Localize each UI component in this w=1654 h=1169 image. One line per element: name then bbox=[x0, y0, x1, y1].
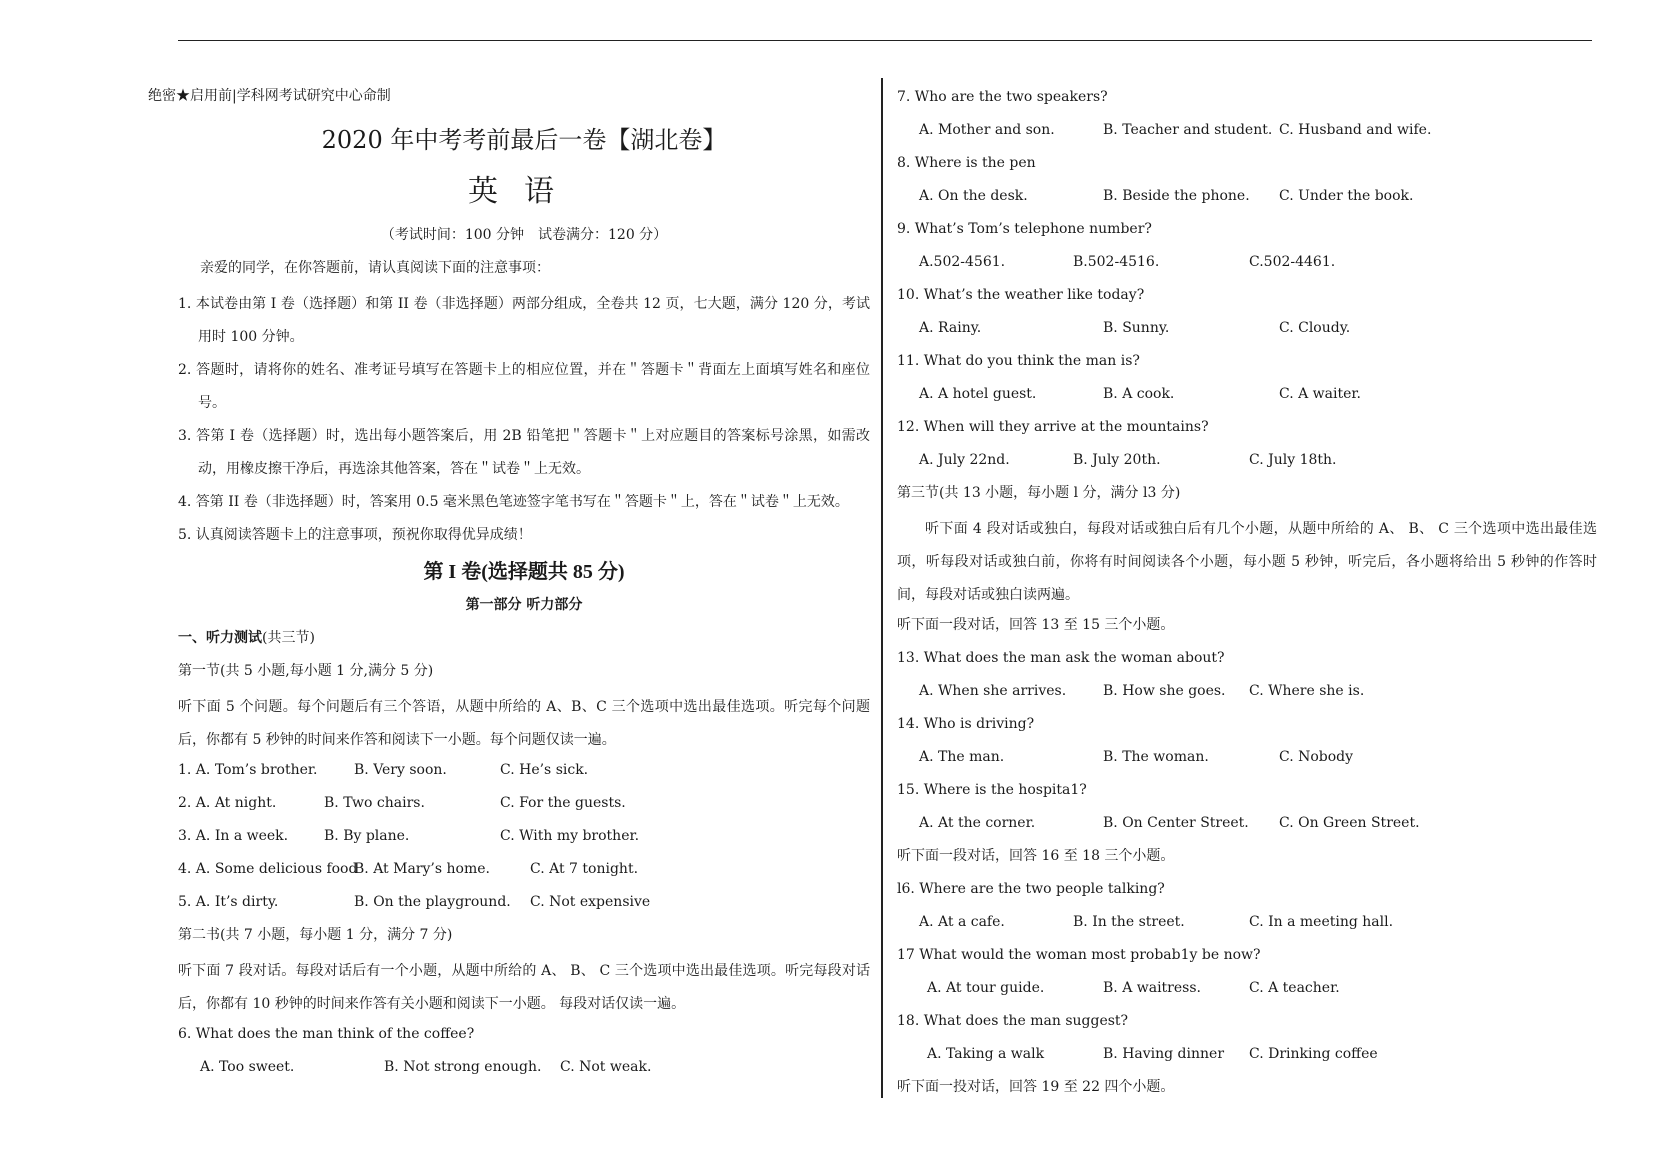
notice-item: 4. 答第 II 卷（非选择题）时，答案用 0.5 毫米黑色笔迹签字笔书写在＂答题卡＂上，答在＂试卷＂上无效。 bbox=[178, 494, 849, 510]
group-instruction: 听下面一段对话，回答 13 至 15 三个小题。 bbox=[897, 617, 1175, 633]
question-row bbox=[897, 117, 1597, 150]
section2-title: 第二书(共 7 小题，每小题 1 分，满分 7 分) bbox=[178, 927, 453, 943]
option-a: A. Too sweet. bbox=[200, 1059, 295, 1075]
question-text: 11. What do you think the man is? bbox=[897, 353, 1140, 369]
option-a: A. Taking a walk bbox=[927, 1046, 1045, 1062]
option-b: B. Very soon. bbox=[354, 762, 447, 778]
question-row bbox=[897, 744, 1597, 777]
option-b: B. Sunny. bbox=[1103, 320, 1170, 336]
option-b: B. By plane. bbox=[324, 828, 410, 844]
question-row bbox=[178, 757, 870, 790]
option-a: 4. A. Some delicious food bbox=[178, 861, 358, 877]
question-text: 13. What does the man ask the woman about? bbox=[897, 650, 1225, 666]
exam-info: （考试时间：100 分钟 试卷满分：120 分） bbox=[380, 227, 668, 243]
option-a: A. The man. bbox=[919, 749, 1005, 765]
section3-instructions: 听下面 4 段对话或独白，每段对话或独白后有几个小题，从题中所给的 A、 B、 C 三个选项中选出最佳选项，听每段对话或独白前，你将有时间阅读各个小题，每小题 5 秒钟，听完后，各小题将给出 5 秒钟的作答时间，每段对话或独白读两遍。 bbox=[897, 521, 1597, 603]
right-column bbox=[897, 84, 1597, 1107]
option-b: B. Not strong enough. bbox=[384, 1059, 542, 1075]
notice-item: 2. 答题时，请将你的姓名、准考证号填写在答题卡上的相应位置，并在＂答题卡＂背面左上面填写姓名和座位号。 bbox=[178, 362, 870, 411]
question-text: 9. What’s Tom’s telephone number? bbox=[897, 221, 1152, 237]
option-c: C. Cloudy. bbox=[1279, 320, 1351, 336]
question-text: 7. Who are the two speakers? bbox=[897, 89, 1108, 105]
notice-item: 1. 本试卷由第 I 卷（选择题）和第 II 卷（非选择题）两部分组成，全卷共 12 页，七大题，满分 120 分，考试用时 100 分钟。 bbox=[178, 296, 870, 345]
question-text: 17 What would the woman most probab1y be now? bbox=[897, 947, 1261, 963]
column-divider bbox=[881, 78, 883, 1098]
option-c: C. Drinking coffee bbox=[1249, 1046, 1378, 1062]
section1-title: 第一节(共 5 小题,每小题 1 分,满分 5 分) bbox=[178, 663, 434, 679]
option-a: A. On the desk. bbox=[919, 188, 1028, 204]
question-text: 12. When will they arrive at the mountains? bbox=[897, 419, 1209, 435]
option-c: C. He’s sick. bbox=[500, 762, 589, 778]
option-b: B. A cook. bbox=[1103, 386, 1175, 402]
group-instruction: 听下面一投对话，回答 19 至 22 四个小题。 bbox=[897, 1079, 1175, 1095]
question-row bbox=[178, 790, 870, 823]
question-text: 8. Where is the pen bbox=[897, 155, 1036, 171]
question-row bbox=[897, 1041, 1597, 1074]
part1-title: 第 I 卷(选择题共 85 分) bbox=[423, 561, 625, 583]
option-a: A. A hotel guest. bbox=[919, 386, 1037, 402]
option-a: A.502-4561. bbox=[919, 254, 1006, 270]
option-b: B.502-4516. bbox=[1073, 254, 1160, 270]
notice-item: 3. 答第 I 卷（选择题）时，选出每小题答案后，用 2B 铅笔把＂答题卡＂上对应题目的答案标号涂黑，如需改动，用橡皮擦干净后，再选涂其他答案，答在＂试卷＂上无效。 bbox=[178, 428, 870, 477]
subject-title: 英语 bbox=[468, 174, 580, 209]
option-b: B. In the street. bbox=[1073, 914, 1185, 930]
option-c: C. A teacher. bbox=[1249, 980, 1340, 996]
option-a: 1. A. Tom’s brother. bbox=[178, 762, 318, 778]
question-text: 6. What does the man think of the coffee? bbox=[178, 1026, 475, 1042]
left-column bbox=[148, 84, 870, 1087]
notice-item: 5. 认真阅读答题卡上的注意事项，预祝你取得优异成绩！ bbox=[178, 527, 532, 543]
section-heading-rest: (共三节) bbox=[262, 630, 315, 646]
section-heading bbox=[178, 625, 870, 658]
question-text: l6. Where are the two people talking? bbox=[897, 881, 1165, 897]
option-a: 5. A. It’s dirty. bbox=[178, 894, 279, 910]
option-a: A. Mother and son. bbox=[919, 122, 1055, 138]
option-b: B. On the playground. bbox=[354, 894, 511, 910]
part1-subtitle: 第一部分 听力部分 bbox=[465, 597, 583, 613]
question-row bbox=[897, 183, 1597, 216]
option-a: A. At the corner. bbox=[919, 815, 1036, 831]
question-row bbox=[178, 856, 870, 889]
option-c: C. With my brother. bbox=[500, 828, 640, 844]
group-instruction: 听下面一段对话，回答 16 至 18 三个小题。 bbox=[897, 848, 1175, 864]
option-b: B. July 20th. bbox=[1073, 452, 1161, 468]
option-c: C. For the guests. bbox=[500, 795, 626, 811]
section-heading-bold: 一、听力测试 bbox=[178, 630, 262, 646]
question-row bbox=[178, 889, 870, 922]
option-b: B. Teacher and student. bbox=[1103, 122, 1273, 138]
question-row bbox=[897, 249, 1597, 282]
option-c: C. Nobody bbox=[1279, 749, 1354, 765]
question-text: 18. What does the man suggest? bbox=[897, 1013, 1129, 1029]
option-c: C.502-4461. bbox=[1249, 254, 1336, 270]
option-a: A. At tour guide. bbox=[927, 980, 1045, 996]
section3-title: 第三节(共 13 小题，每小题 l 分，满分 l3 分) bbox=[897, 485, 1181, 501]
section2-instructions: 听下面 7 段对话。每段对话后有一个小题，从题中所给的 A、 B、 C 三个选项中选出最佳选项。听完每段对话后，你都有 10 秒钟的时间来作答有关小题和阅读下一小题。 每段对话仅读一遍。 bbox=[178, 963, 870, 1012]
option-c: C. Under the book. bbox=[1279, 188, 1414, 204]
option-b: B. Having dinner bbox=[1103, 1046, 1225, 1062]
question-row bbox=[897, 678, 1597, 711]
question-row bbox=[178, 1054, 870, 1087]
option-c: C. A waiter. bbox=[1279, 386, 1361, 402]
option-c: C. At 7 tonight. bbox=[530, 861, 639, 877]
exam-title: 2020 年中考考前最后一卷【湖北卷】 bbox=[321, 126, 727, 154]
option-c: C. Husband and wife. bbox=[1279, 122, 1432, 138]
question-text: 14. Who is driving? bbox=[897, 716, 1035, 732]
secret-label: 绝密★启用前|学科网考试研究中心命制 bbox=[148, 88, 391, 104]
question-row bbox=[178, 823, 870, 856]
question-row bbox=[897, 975, 1597, 1008]
option-b: B. Beside the phone. bbox=[1103, 188, 1250, 204]
option-a: 3. A. In a week. bbox=[178, 828, 289, 844]
question-row bbox=[897, 315, 1597, 348]
option-a: 2. A. At night. bbox=[178, 795, 277, 811]
option-a: A. Rainy. bbox=[919, 320, 982, 336]
notice-intro: 亲爱的同学，在你答题前，请认真阅读下面的注意事项： bbox=[200, 260, 550, 276]
option-b: B. How she goes. bbox=[1103, 683, 1226, 699]
section1-instructions: 听下面 5 个问题。每个问题后有三个答语，从题中所给的 A、B、C 三个选项中选出最佳选项。听完每个问题后，你都有 5 秒钟的时间来作答和阅读下一小题。每个问题仅读一遍。 bbox=[178, 699, 870, 748]
option-c: C. Not weak. bbox=[560, 1059, 652, 1075]
option-b: B. On Center Street. bbox=[1103, 815, 1249, 831]
option-c: C. Where she is. bbox=[1249, 683, 1365, 699]
top-rule bbox=[178, 40, 1592, 41]
option-b: B. A waitress. bbox=[1103, 980, 1201, 996]
question-row bbox=[897, 447, 1597, 480]
option-a: A. July 22nd. bbox=[919, 452, 1010, 468]
question-row bbox=[897, 381, 1597, 414]
question-text: 15. Where is the hospita1? bbox=[897, 782, 1087, 798]
option-b: B. The woman. bbox=[1103, 749, 1209, 765]
option-c: C. Not expensive bbox=[530, 894, 651, 910]
option-c: C. July 18th. bbox=[1249, 452, 1337, 468]
option-a: A. At a cafe. bbox=[919, 914, 1005, 930]
option-c: C. On Green Street. bbox=[1279, 815, 1420, 831]
option-a: A. When she arrives. bbox=[919, 683, 1067, 699]
option-b: B. Two chairs. bbox=[324, 795, 425, 811]
option-b: B. At Mary’s home. bbox=[354, 861, 490, 877]
question-row bbox=[897, 810, 1597, 843]
question-row bbox=[897, 909, 1597, 942]
question-text: 10. What’s the weather like today? bbox=[897, 287, 1145, 303]
option-c: C. In a meeting hall. bbox=[1249, 914, 1394, 930]
